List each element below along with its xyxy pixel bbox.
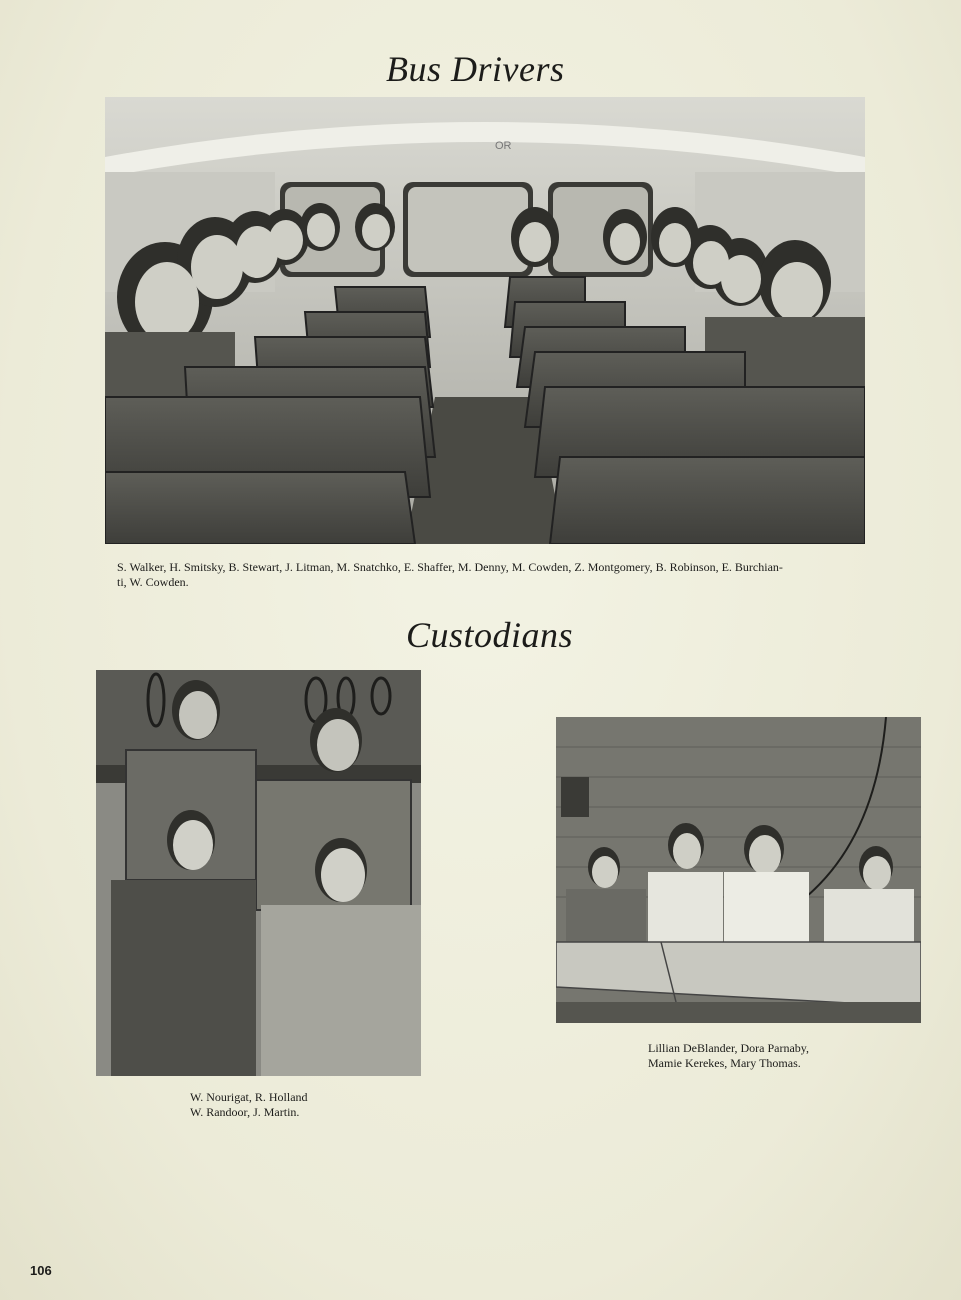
custodians-men-caption-line-2: W. Randoor, J. Martin. bbox=[190, 1105, 300, 1119]
bus-drivers-caption-line-2: ti, W. Cowden. bbox=[117, 575, 189, 589]
custodians-women-caption bbox=[648, 1041, 888, 1071]
custodians-women-caption-line-2: Mamie Kerekes, Mary Thomas. bbox=[648, 1056, 801, 1070]
custodians-women-caption-line-1: Lillian DeBlander, Dora Parnaby, bbox=[648, 1041, 810, 1055]
bus-drivers-caption bbox=[117, 560, 882, 590]
custodians-heading: Custodians bbox=[406, 615, 574, 655]
bus-sign-text: OR bbox=[495, 140, 512, 152]
bus-drivers-heading: Bus Drivers bbox=[386, 49, 565, 89]
bus-drivers-caption-line-1: S. Walker, H. Smitsky, B. Stewart, J. Litman, M. Snatchko, E. Shaffer, M. Denny, M. Cowden, Z. Montgomery, B. Robinson, E. Burchian- bbox=[117, 560, 783, 574]
custodians-men-caption-line-1: W. Nourigat, R. Holland bbox=[190, 1090, 308, 1104]
custodians-women-photo bbox=[556, 717, 921, 1023]
custodians-men-caption bbox=[190, 1090, 390, 1120]
page-number: 106 bbox=[30, 1263, 52, 1278]
custodians-men-photo bbox=[96, 670, 421, 1076]
bus-drivers-photo bbox=[105, 97, 865, 544]
